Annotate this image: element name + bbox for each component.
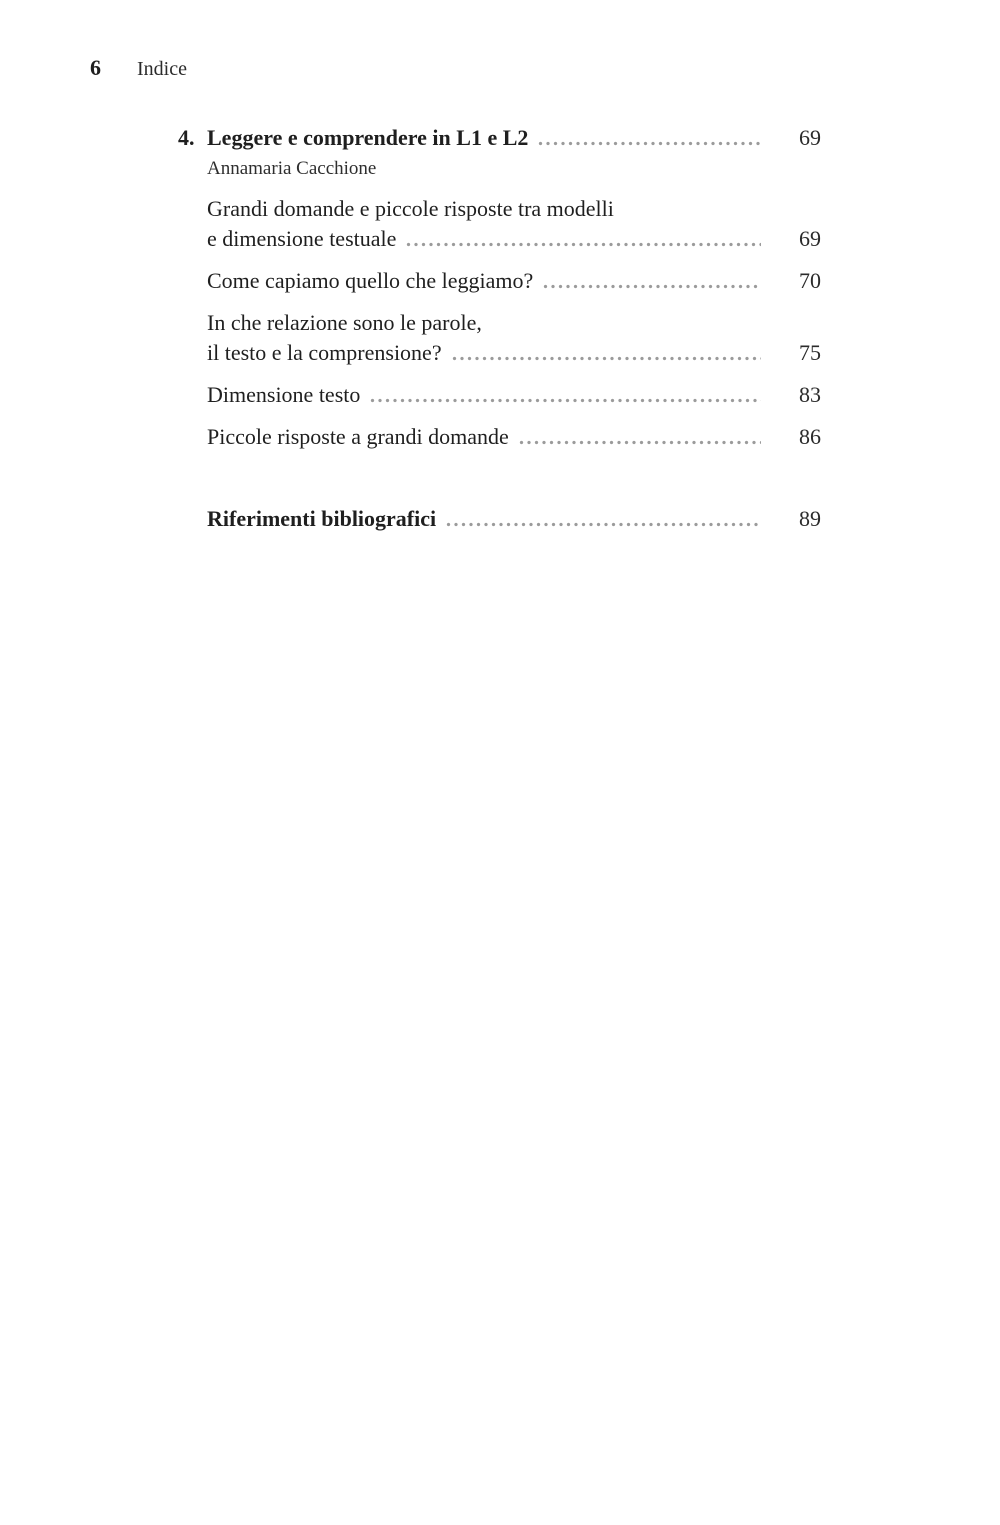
toc-entry-line: [207, 504, 821, 534]
entry-text: il testo e la comprensione?: [207, 340, 442, 365]
chapter-number: 4.: [178, 125, 195, 150]
toc-entry-line: [207, 308, 821, 338]
entry-page-ref: 69: [799, 226, 821, 251]
toc-entry-line: [207, 266, 821, 296]
entry-page-ref: 75: [799, 340, 821, 365]
entry-text: Grandi domande e piccole risposte tra modelli: [207, 196, 614, 221]
toc-entry-line: [207, 194, 821, 224]
dot-leader: [406, 242, 761, 247]
entry-page-ref: 89: [799, 506, 821, 531]
dot-leader: [446, 522, 761, 527]
toc-entry: [178, 380, 821, 410]
entry-page-ref: 86: [799, 424, 821, 449]
running-head: Indice: [137, 58, 187, 80]
chapter-page-ref: 69: [799, 125, 821, 150]
folio-page-number: 6: [90, 55, 101, 80]
table-of-contents: [178, 123, 821, 534]
entry-page-ref: 70: [799, 268, 821, 293]
toc-entry: [178, 308, 821, 368]
entry-text: In che relazione sono le parole,: [207, 310, 482, 335]
toc-entry: [178, 194, 821, 254]
toc-entry: [178, 266, 821, 296]
toc-entry-line: [207, 380, 821, 410]
entry-page-ref: 83: [799, 382, 821, 407]
toc-chapter-line: [178, 123, 821, 153]
toc-entry-line: [207, 422, 821, 452]
dot-leader: [543, 284, 761, 289]
chapter-title: Leggere e comprendere in L1 e L2: [207, 125, 529, 150]
dot-leader: [452, 356, 761, 361]
entry-text: Piccole risposte a grandi domande: [207, 424, 509, 449]
toc-chapter-entry: [178, 123, 821, 182]
dot-leader: [538, 141, 761, 146]
entry-text: e dimensione testuale: [207, 226, 397, 251]
entry-text: Come capiamo quello che leggiamo?: [207, 268, 534, 293]
entry-text: Dimensione testo: [207, 382, 361, 407]
toc-entry: [178, 422, 821, 452]
references-title: Riferimenti bibliografici: [207, 506, 437, 531]
chapter-author: Annamaria Cacchione: [207, 158, 377, 179]
dot-leader: [519, 440, 761, 445]
dot-leader: [370, 398, 761, 403]
toc-references-entry: [178, 504, 821, 534]
toc-entry-line: [207, 224, 821, 254]
page-header: [90, 53, 1000, 84]
toc-entry-line: [207, 338, 821, 368]
